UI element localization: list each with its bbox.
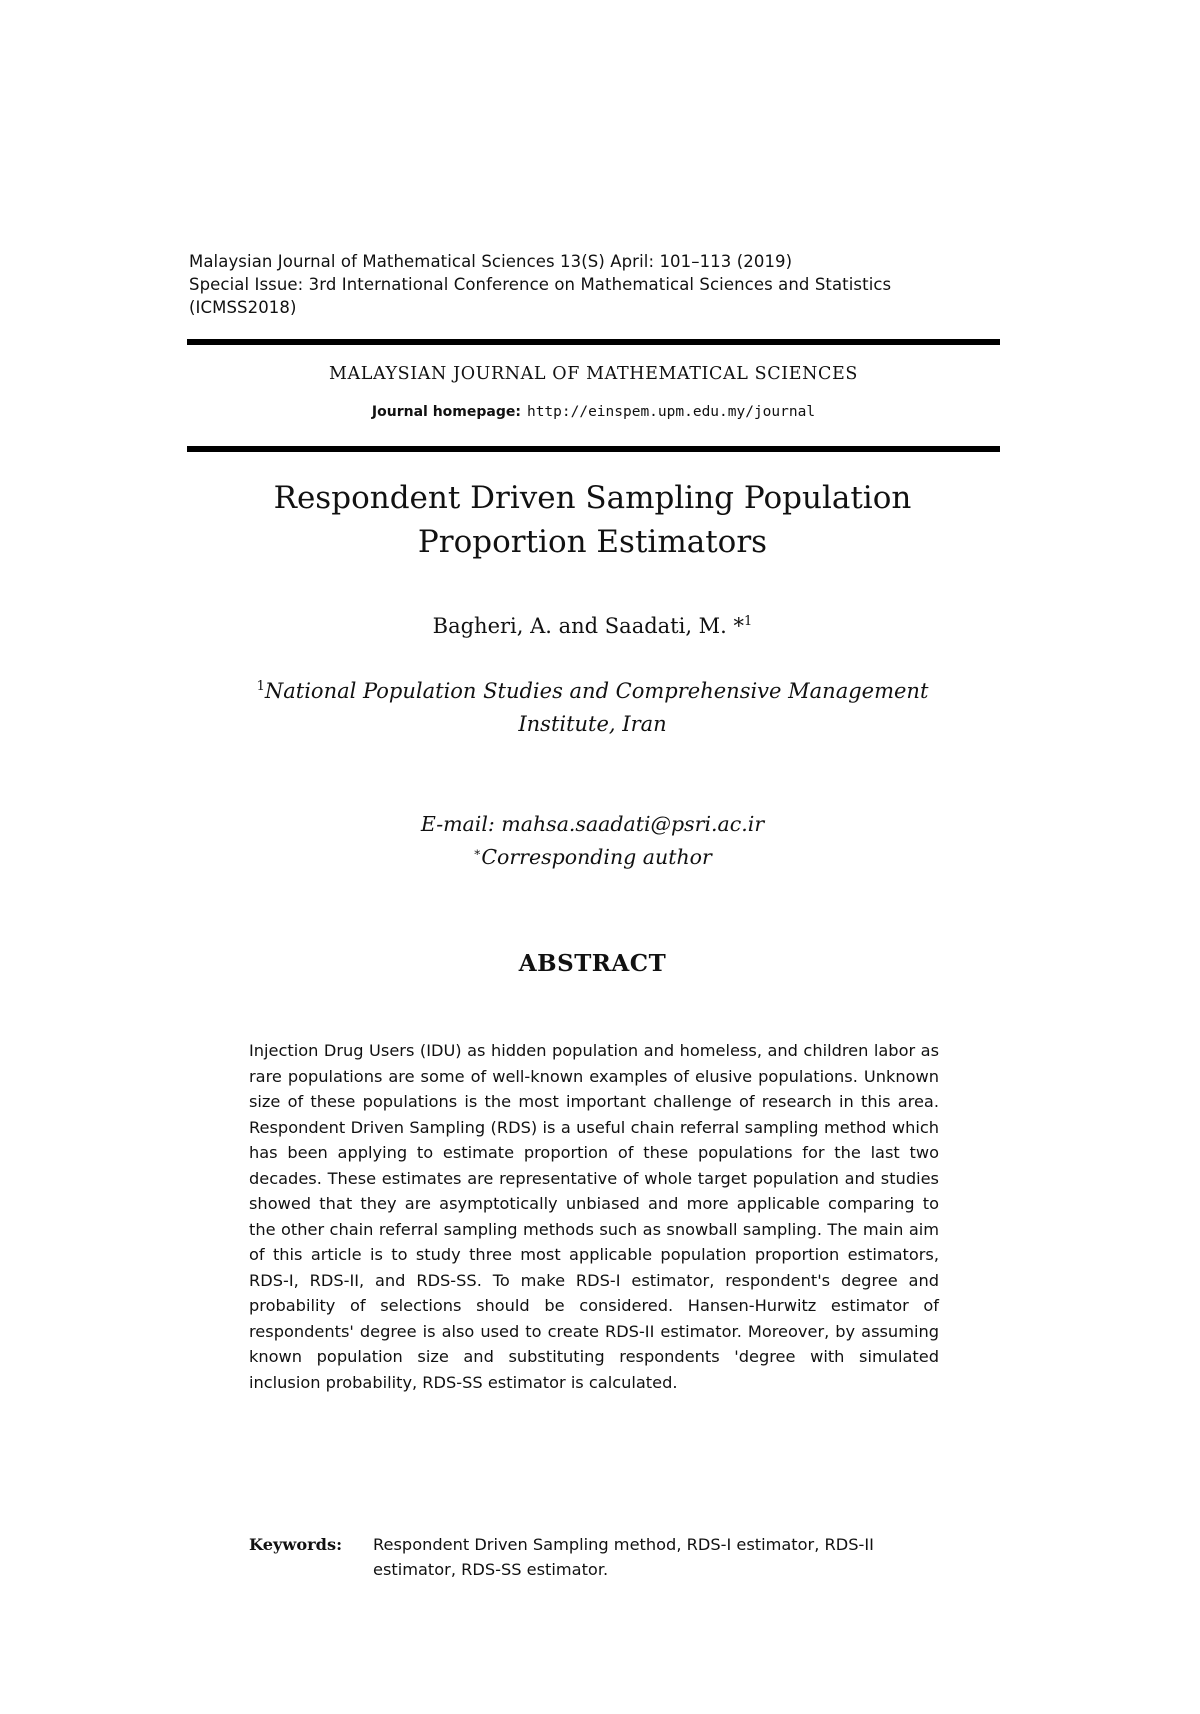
contact-info	[150, 810, 1035, 871]
affiliation-line-1: National Population Studies and Comprehensive Management	[264, 679, 929, 703]
homepage-label: Journal homepage:	[371, 404, 521, 420]
affiliation-mark: 1	[256, 679, 265, 694]
homepage-link[interactable]: http://einspem.upm.edu.my/journal	[526, 404, 816, 420]
bottom-rule	[187, 446, 1000, 452]
author-affiliation-mark: 1	[744, 614, 753, 629]
journal-name: MALAYSIAN JOURNAL OF MATHEMATICAL SCIENCES	[329, 364, 858, 384]
author-names: Bagheri, A. and Saadati, M. *	[432, 614, 745, 638]
affiliation-line-2: Institute, Iran	[518, 712, 667, 736]
citation-line: Malaysian Journal of Mathematical Sciences 13(S) April: 101–113 (2019)	[189, 252, 793, 271]
keywords-label: Keywords:	[249, 1535, 343, 1554]
special-issue-line: Special Issue: 3rd International Conference on Mathematical Sciences and Statistics	[189, 275, 892, 294]
keywords-text: Respondent Driven Sampling method, RDS-I estimator, RDS-II estimator, RDS-SS estimator.	[373, 1535, 874, 1579]
citation-header	[189, 250, 1009, 319]
article-title	[150, 476, 1035, 564]
corresponding-author-note: Corresponding author	[481, 844, 712, 869]
corresponding-mark: ∗	[473, 845, 482, 859]
title-line-1: Respondent Driven Sampling Population	[273, 480, 912, 516]
authors	[150, 614, 1035, 638]
abstract-text: Injection Drug Users (IDU) as hidden population and homeless, and children labor as rare populations are some of well-known examples of elusive populations. Unknown size of these populations is the most important challenge of research in this area. Respondent Driven Sampling (RDS) is a useful chain referral sampling method which has been applying to estimate proportion of these populations for the last two decades. These estimates are representative of whole target population and studies showed that they are asymptotically unbiased and more applicable comparing to the other chain referral sampling methods such as snowball sampling. The main aim of this article is to study three most applicable population proportion estimators, RDS-I, RDS-II, and RDS-SS. To make RDS-I estimator, respondent's degree and probability of selections should be considered. Hansen-Hurwitz estimator of respondents' degree is also used to create RDS-II estimator. Moreover, by assuming known population size and substituting respondents 'degree with simulated inclusion probability, RDS-SS estimator is calculated.	[249, 1041, 939, 1392]
journal-homepage	[187, 404, 1000, 420]
keywords-block	[249, 1532, 959, 1582]
abstract-heading: ABSTRACT	[518, 950, 667, 977]
affiliation	[150, 670, 1035, 741]
top-rule	[187, 339, 1000, 345]
conference-abbrev: (ICMSS2018)	[189, 298, 297, 317]
title-line-2: Proportion Estimators	[417, 524, 768, 560]
email[interactable]: E-mail: mahsa.saadati@psri.ac.ir	[420, 812, 765, 836]
